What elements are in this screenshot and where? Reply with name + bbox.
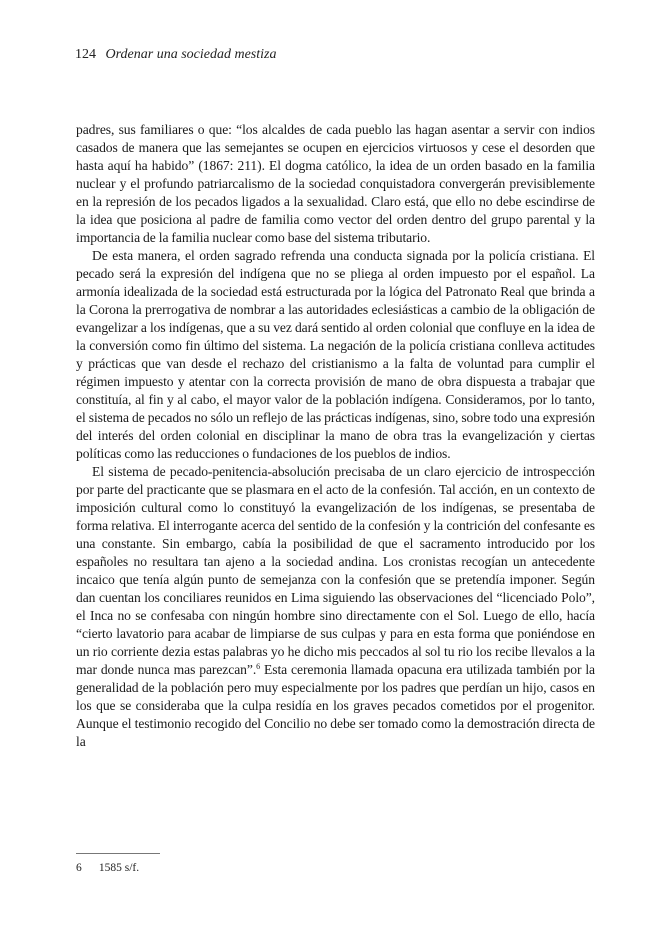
page-number: 124 (75, 47, 96, 62)
running-head (75, 46, 595, 64)
footnote-reference[interactable]: 6 (256, 662, 261, 671)
footnote-number: 6 (76, 862, 82, 874)
footnote-divider (76, 853, 160, 854)
footnote (76, 861, 595, 875)
paragraph-3-text: El sistema de pecado-penitencia-absolución precisaba de un claro ejercicio de introspección por parte del practicante que se plasmara en el acto de la confesión. Tal acción, en un contexto de imposición cultural como lo constituyó la evangelización de los indígenas, se presentaba de forma relativa. El interrogante acerca del sentido de la confesión y la contrición del confesante es una constante. Sin embargo, cabía la posibilidad de que el sacramento introducido por los españoles no resultara tan ajeno a la sociedad andina. Los cronistas recogían un antecedente incaico que tenía algún punto de semejanza con la confesión que se pretendía imponer. Según dan cuentan los conciliares reunidos en Lima siguiendo las observaciones del “licenciado Polo”, el Inca no se confesaba con ningún hombre sino directamente con el Sol. Luego de ello, hacía “cierto lavatorio para acabar de limpiarse de sus culpas y para en esta forma que poniéndose en un rio corriente dezia estas palabras yo he dicho mis peccados al sol tu rio los recibe llevalos a la mar donde nunca mas parezcan”. (76, 464, 595, 677)
paragraph-1: padres, sus familiares o que: “los alcaldes de cada pueblo las hagan asentar a servir con indios casados de manera que las semejantes se ocupen en ejercicios virtuosos y cese el desorden que hasta aquí ha habido” (1867: 211). El dogma católico, la idea de un orden basado en la familia nuclear y el profundo patriarcalismo de la sociedad conquistadora convergerán previsiblemente en la represión de los pecados ligados a la sexualidad. Claro está, que ello no debe escindirse de la idea que posiciona al padre de familia como vector del orden dentro del grupo parental y la importancia de la familia nuclear como base del sistema tributario. (76, 122, 595, 245)
paragraph-3 (76, 463, 595, 751)
paragraph-3-continuation: Esta ceremonia llamada opacuna era utilizada también por la generalidad de la población pero muy especialmente por los padres que perdían un hijo, casos en los que se consideraba que la culpa residía en los graves pecados cometidos por el progenitor. Aunque el testimonio recogido del Concilio no debe ser tomado como la demostración directa de la (76, 662, 595, 749)
footnote-text: 1585 s/f. (98, 862, 140, 874)
running-title: Ordenar una sociedad mestiza (105, 47, 277, 62)
paragraph-2: De esta manera, el orden sagrado refrenda una conducta signada por la policía cristiana. El pecado será la expresión del indígena que no se pliega al orden impuesto por el español. La armonía idealizada de la sociedad está estructurada por la lógica del Patronato Real que brinda a la Corona la prerrogativa de nombrar a las autoridades eclesiásticas a cambio de la obligación de evangelizar a los indígenas, que a su vez dará sentido al orden colonial que confluye en la idea de la conversión como fin último del sistema. La negación de la policía cristiana conlleva actitudes y prácticas que van desde el rechazo del cristianismo a la falta de voluntad para cumplir el régimen impuesto y atentar con la correcta provisión de mano de obra dispuesta a trabajar que constituía, al fin y al cabo, el mayor valor de la población indígena. Consideramos, por lo tanto, el sistema de pecados no sólo un reflejo de las prácticas indígenas, sino, sobre todo una expresión del interés del orden colonial en disciplinar la mano de obra tras la evangelización y ciertas políticas como las reducciones o fundaciones de los pueblos de indios. (76, 248, 595, 461)
body-text (76, 121, 595, 751)
